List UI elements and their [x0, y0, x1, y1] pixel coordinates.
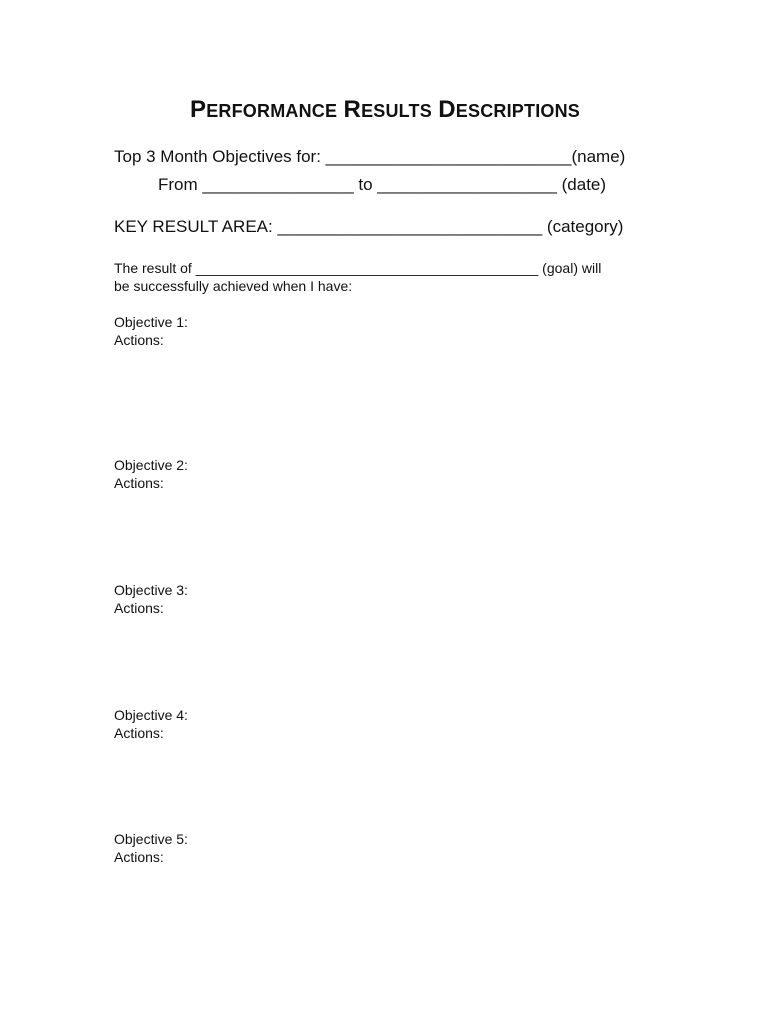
actions-label: Actions: [114, 475, 164, 491]
title-word-3-initial: D [438, 96, 456, 123]
objective-block-4 [114, 706, 188, 742]
objective-label: Objective 5: [114, 831, 188, 847]
actions-label: Actions: [114, 849, 164, 865]
title-word-2-initial: R [343, 96, 362, 123]
objective-label: Objective 4: [114, 707, 188, 723]
title-word-1-initial: P [189, 96, 207, 123]
objective-block-5 [114, 830, 188, 866]
actions-label: Actions: [114, 725, 164, 741]
key-result-area-line: KEY RESULT AREA: ____________________________ (category) [114, 217, 624, 236]
result-achieved-line: be successfully achieved when I have: [114, 278, 353, 294]
objective-block-3 [114, 581, 188, 617]
objective-block-2 [114, 456, 188, 492]
objective-block-1 [114, 313, 188, 349]
actions-label: Actions: [114, 332, 164, 348]
objectives-for-name-line: Top 3 Month Objectives for: __________________________(name) [114, 147, 626, 166]
title-word-3-rest: ESCRIPTIONS [455, 101, 581, 121]
result-goal-line: The result of ____________________________________________ (goal) will [114, 260, 602, 276]
title-word-1-rest: ERFORMANCE [206, 101, 338, 121]
date-range-line: From ________________ to ___________________ (date) [158, 175, 607, 194]
objective-label: Objective 3: [114, 582, 188, 598]
objective-label: Objective 1: [114, 314, 188, 330]
objective-label: Objective 2: [114, 457, 188, 473]
title-word-2-rest: ESULTS [361, 101, 432, 121]
actions-label: Actions: [114, 600, 164, 616]
document-title [0, 96, 770, 124]
